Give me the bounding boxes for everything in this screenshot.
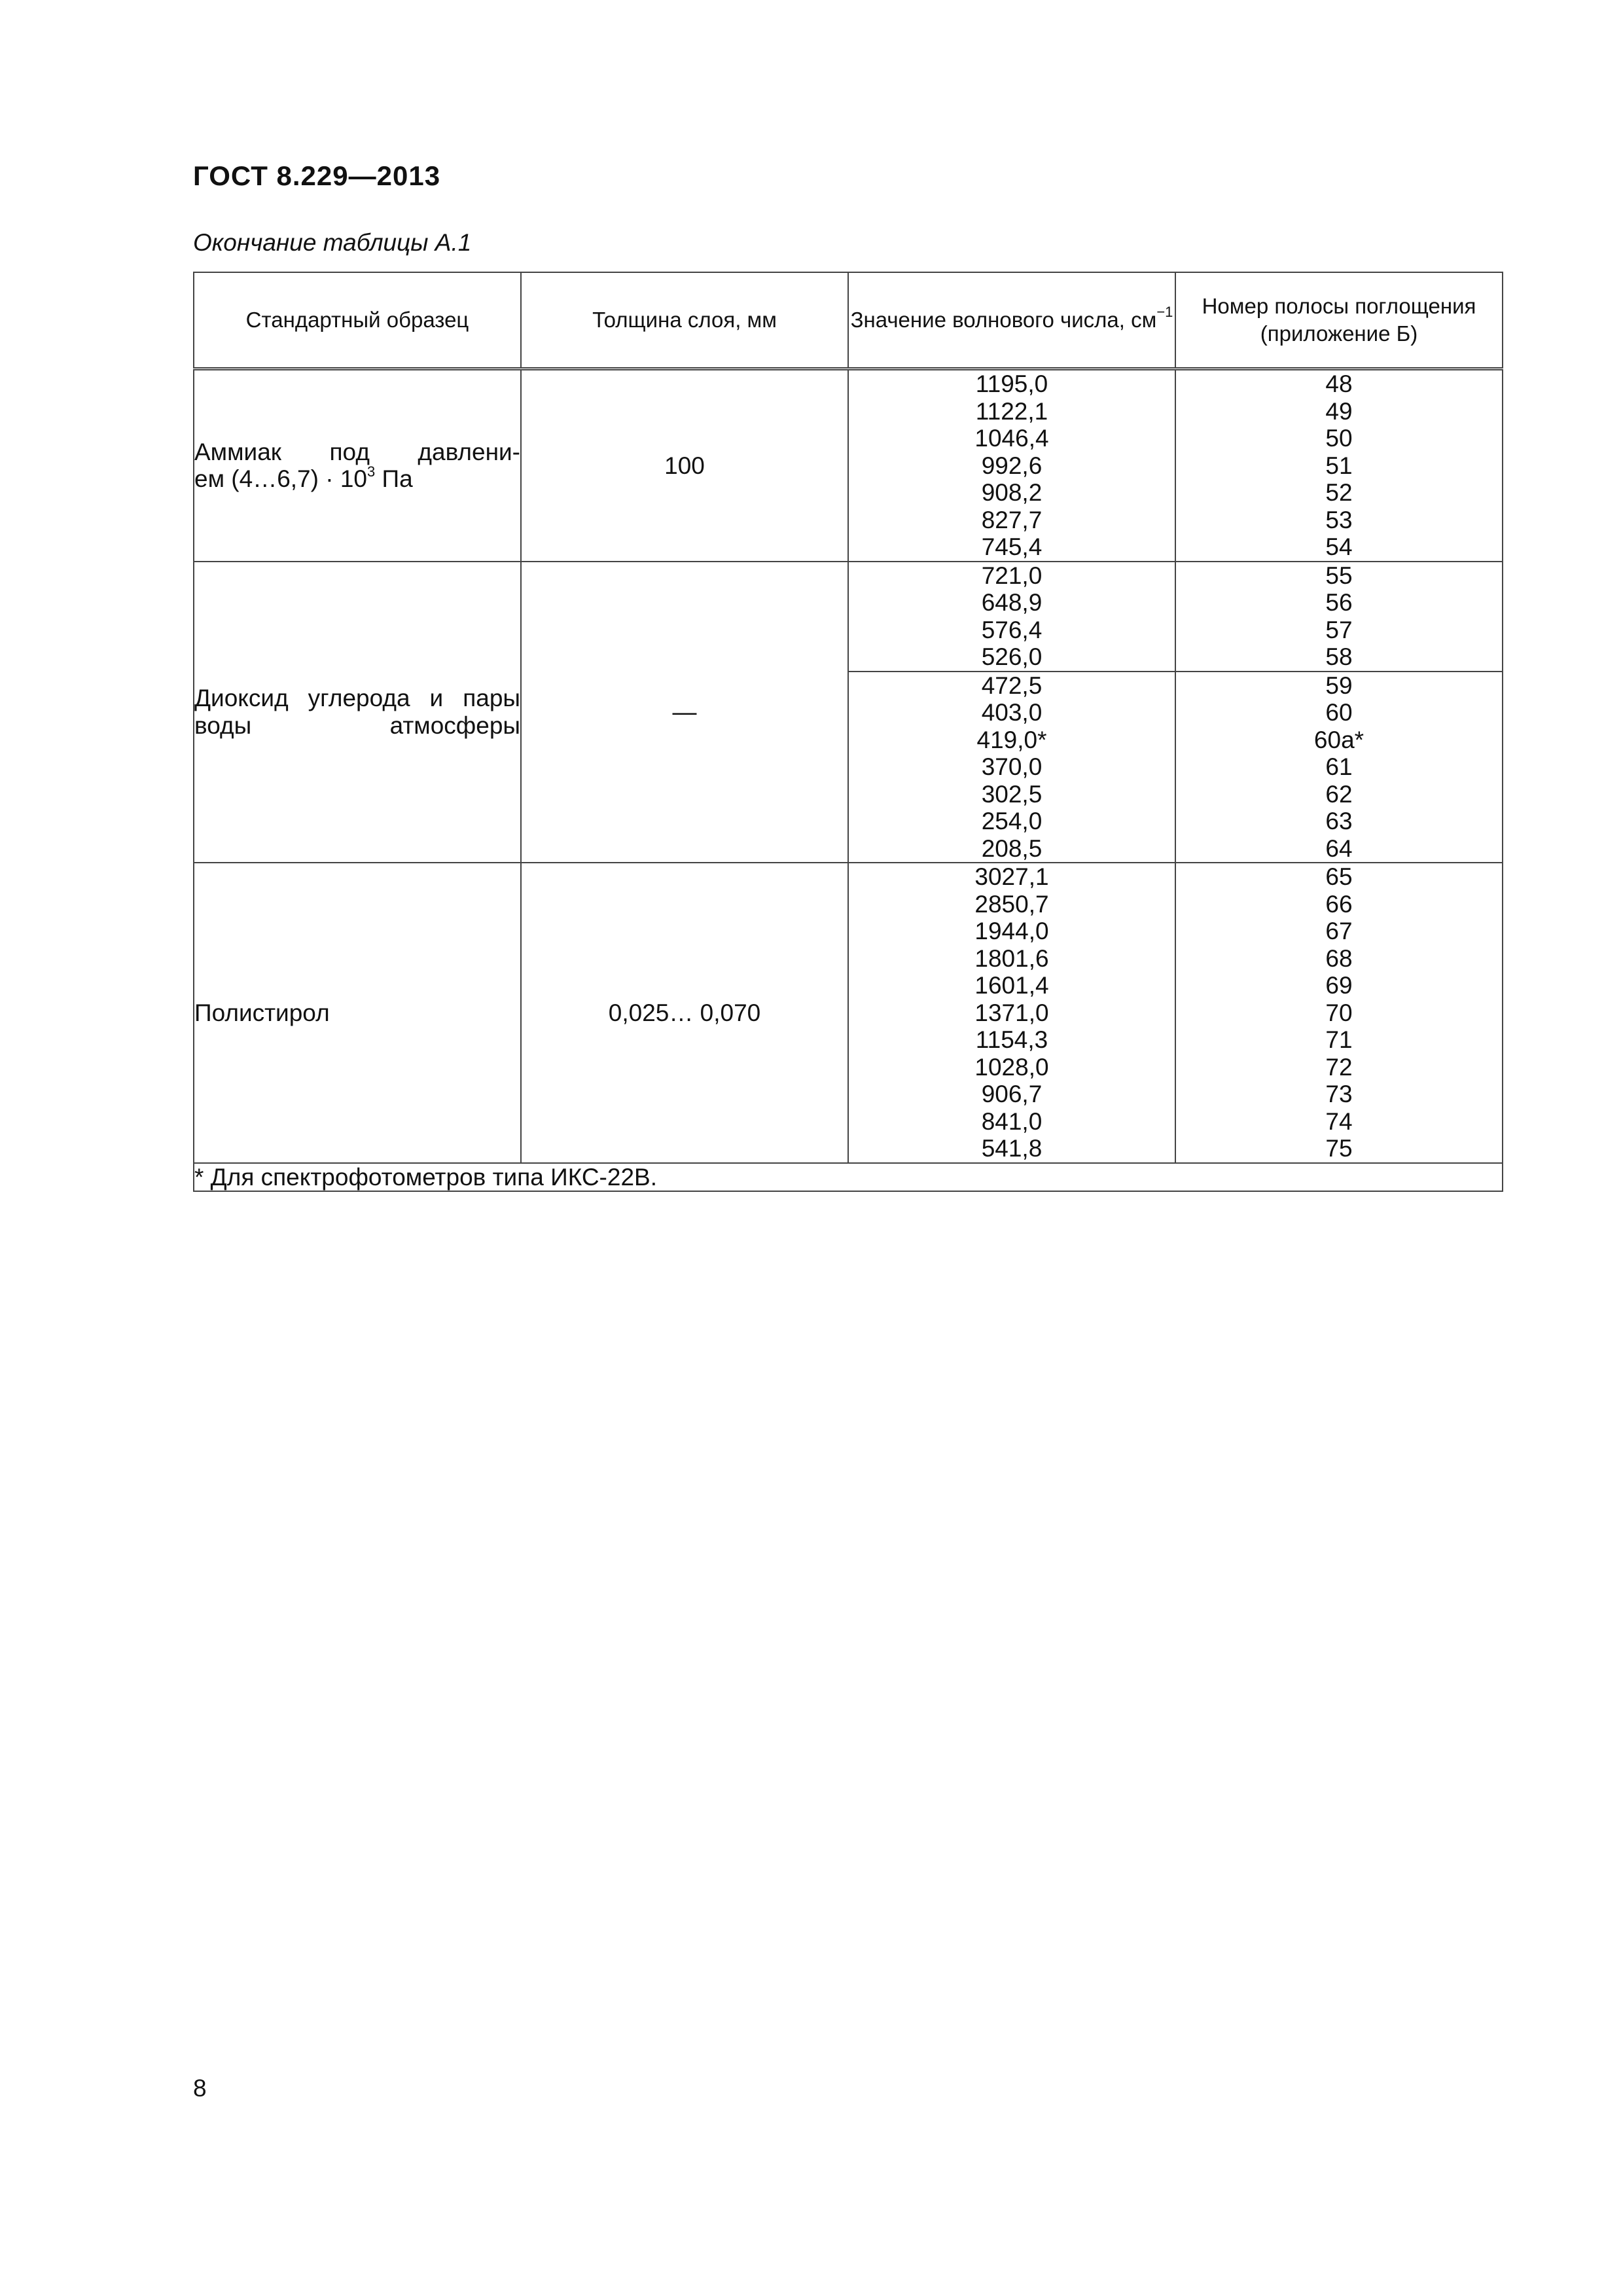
band-number: 59 xyxy=(1325,672,1353,699)
table-row xyxy=(194,562,1503,672)
sample-line xyxy=(194,465,520,493)
wavenumber-value: 526,0 xyxy=(981,643,1043,670)
wavenumber-value: 1801,6 xyxy=(974,944,1049,972)
band-number: 58 xyxy=(1325,643,1353,670)
data-table xyxy=(193,272,1503,1192)
wavenumber-unit-exponent: −1 xyxy=(1156,304,1173,320)
band-numbers xyxy=(1175,672,1503,863)
wavenumber-value: 254,0 xyxy=(981,808,1043,834)
thickness-cell: 100 xyxy=(521,369,848,562)
wavenumber-value: 1371,0 xyxy=(974,999,1049,1026)
column-header-thickness: Толщина слоя, мм xyxy=(521,272,848,369)
wavenumber-value: 2850,7 xyxy=(974,890,1049,918)
band-numbers xyxy=(1175,562,1503,672)
band-number: 67 xyxy=(1325,918,1353,944)
wavenumber-value: 721,0 xyxy=(981,562,1043,589)
sample-line2-text: ем (4…6,7) · 10 xyxy=(194,465,367,493)
band-number: 61 xyxy=(1325,753,1353,780)
band-number: 65 xyxy=(1325,863,1353,890)
wavenumber-values xyxy=(848,672,1175,863)
band-number: 70 xyxy=(1325,999,1353,1026)
band-number: 64 xyxy=(1325,834,1353,862)
sample-text: Диоксид углерода и пары воды атмосферы xyxy=(194,685,520,739)
column-header-sample: Стандартный образец xyxy=(194,272,521,369)
wavenumber-values xyxy=(848,369,1175,562)
wavenumber-value: 1046,4 xyxy=(974,425,1049,452)
band-number: 72 xyxy=(1325,1053,1353,1081)
wavenumber-value: 1154,3 xyxy=(975,1026,1048,1053)
wavenumber-value: 1028,0 xyxy=(974,1053,1049,1081)
wavenumber-value: 576,4 xyxy=(981,616,1043,643)
wavenumber-value: 841,0 xyxy=(981,1107,1043,1135)
wavenumber-value: 1601,4 xyxy=(974,972,1049,999)
band-number: 52 xyxy=(1325,479,1353,506)
column-header-wavenumber-label: Значение волнового числа, см xyxy=(850,308,1157,332)
band-number: 53 xyxy=(1325,506,1353,533)
wavenumber-value: 541,8 xyxy=(981,1135,1043,1162)
thickness-cell: 0,025… 0,070 xyxy=(521,863,848,1163)
band-number: 60а* xyxy=(1313,726,1364,753)
band-numbers xyxy=(1175,863,1503,1163)
table-caption: Окончание таблицы А.1 xyxy=(193,229,472,256)
wavenumber-value: 906,7 xyxy=(981,1081,1043,1107)
band-number: 74 xyxy=(1325,1107,1353,1135)
column-header-wavenumber xyxy=(848,272,1175,369)
wavenumber-value: 3027,1 xyxy=(974,863,1049,890)
page-number: 8 xyxy=(193,2075,207,2102)
sample-cell: Полистирол xyxy=(194,863,521,1163)
band-number: 63 xyxy=(1325,808,1353,834)
wavenumber-value: 370,0 xyxy=(981,753,1043,780)
band-number: 50 xyxy=(1325,425,1353,452)
band-number: 48 xyxy=(1325,370,1353,397)
wavenumber-value: 1195,0 xyxy=(975,370,1048,397)
band-number: 51 xyxy=(1325,452,1353,479)
wavenumber-value: 1944,0 xyxy=(974,918,1049,944)
thickness-cell: — xyxy=(521,562,848,863)
wavenumber-value: 908,2 xyxy=(981,479,1043,506)
table-header-row xyxy=(194,272,1503,369)
wavenumber-values xyxy=(848,863,1175,1163)
wavenumber-value: 745,4 xyxy=(981,533,1043,560)
wavenumber-value: 419,0* xyxy=(976,726,1047,753)
sample-cell xyxy=(194,369,521,562)
column-header-band: Номер полосы поглощения (приложение Б) xyxy=(1175,272,1503,369)
band-number: 69 xyxy=(1325,972,1353,999)
wavenumber-value: 648,9 xyxy=(981,589,1043,616)
table-row xyxy=(194,369,1503,562)
sample-exponent: 3 xyxy=(367,463,376,480)
wavenumber-value: 827,7 xyxy=(981,506,1043,533)
footnote: * Для спектрофотометров типа ИКС-22В. xyxy=(194,1163,1503,1192)
band-number: 55 xyxy=(1325,562,1353,589)
wavenumber-value: 208,5 xyxy=(981,834,1043,862)
band-number: 68 xyxy=(1325,944,1353,972)
wavenumber-values xyxy=(848,562,1175,672)
band-numbers xyxy=(1175,369,1503,562)
band-number: 73 xyxy=(1325,1081,1353,1107)
band-number: 54 xyxy=(1325,533,1353,560)
band-number: 57 xyxy=(1325,616,1353,643)
wavenumber-value: 403,0 xyxy=(981,699,1043,726)
wavenumber-value: 1122,1 xyxy=(975,397,1048,425)
band-number: 60 xyxy=(1325,699,1353,726)
table-row xyxy=(194,863,1503,1163)
wavenumber-value: 992,6 xyxy=(981,452,1043,479)
sample-cell xyxy=(194,562,521,863)
band-number: 56 xyxy=(1325,589,1353,616)
band-number: 71 xyxy=(1325,1026,1353,1053)
band-number: 49 xyxy=(1325,397,1353,425)
wavenumber-value: 472,5 xyxy=(981,672,1043,699)
sample-line: Аммиак под давлени- xyxy=(194,438,520,465)
band-number: 66 xyxy=(1325,890,1353,918)
band-number: 62 xyxy=(1325,780,1353,808)
document-code: ГОСТ 8.229—2013 xyxy=(193,160,441,191)
footnote-row xyxy=(194,1163,1503,1192)
band-number: 75 xyxy=(1325,1135,1353,1162)
wavenumber-value: 302,5 xyxy=(981,780,1043,808)
sample-unit: Па xyxy=(375,465,413,493)
